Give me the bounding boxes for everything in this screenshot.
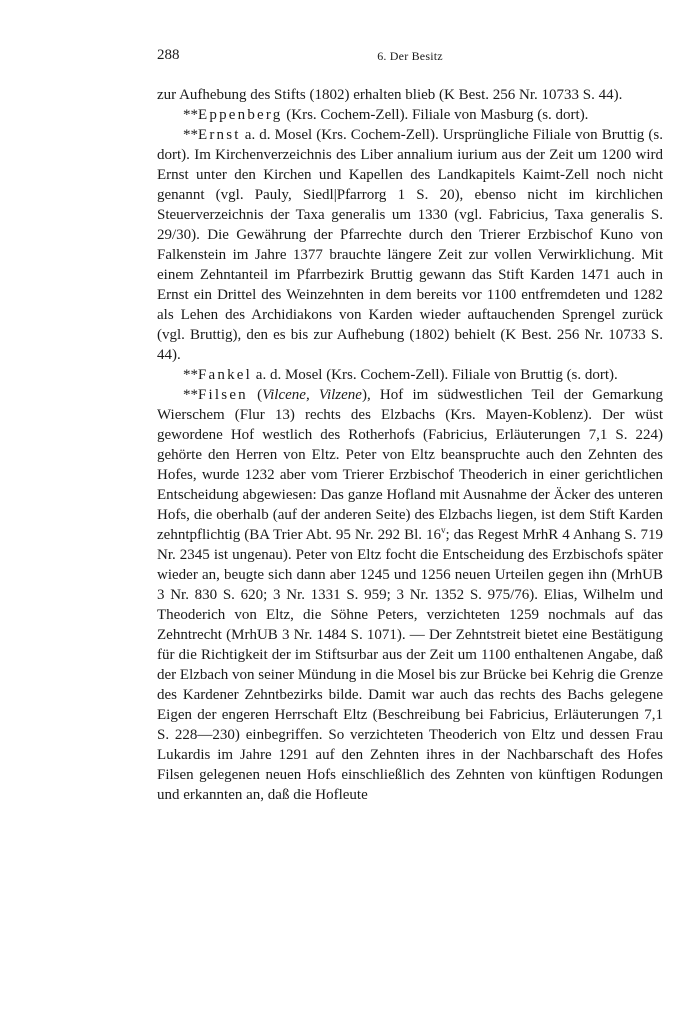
entry-eppenberg bbox=[157, 105, 663, 125]
entry-ernst bbox=[157, 125, 663, 365]
entry-text-continued: ; das Regest MrhR 4 Anhang S. 719 Nr. 2345 ist ungenau). Peter von Eltz focht die Entscheidung des Erzbischofs später wieder an, beugte sich dann aber 1245 und 1256 neuen Urteilen gegen ihn (MrhUB 3 Nr. 830 S. 620; 3 Nr. 1331 S. 959; 3 Nr. 1352 S. 975/76). Elias, Wilhelm und Theoderich von Eltz, die Söhne Peters, verzichteten 1259 nochmals auf das Zehntrecht (MrhUB 3 Nr. 1484 S. 1071). — Der Zehntstreit bietet eine Bestätigung für die Richtigkeit der im Stiftsurbar aus der Zeit um 1100 enthaltenen Angabe, daß der Elzbach von seiner Mündung in die Mosel bis zur Brücke bei Kehrig die Grenze des Kardener Zehntbezirks bilde. Damit war auch das rechts des Bachs gelegene Eigen der engeren Herrschaft Eltz (Beschreibung bei Fabricius, Erläuterungen 7,1 S. 228—230) einbegriffen. So verzichteten Theoderich von Eltz und dessen Frau Lukardis im Jahre 1291 auf den Zehnten ihres in der Nachbarschaft des Hofes Filsen gelegenen neuen Hofs einschließlich des Zehnten von künftigen Rodungen und erkannten an, daß die Hofleute bbox=[157, 527, 663, 803]
entry-text: a. d. Mosel (Krs. Cochem-Zell). Ursprüngliche Filiale von Bruttig (s. dort). Im Kirchenverzeichnis des Liber annalium iurium aus der Zeit um 1200 wird Ernst unter den Kirchen und Kapellen des Landkapitels Kaimt-Zell noch nicht genannt (vgl. Pauly, Siedl|Pfarrorg 1 S. 20), ebenso nicht im kirchlichen Steuerverzeichnis der Taxa generalis um 1330 (vgl. Fabricius, Taxa generalis S. 29/30). Die Gewährung der Pfarrechte durch den Trierer Erzbischof Kuno von Falkenstein im Jahre 1377 brauchte längere Zeit zur vollen Verwirklichung. Mit einem Zehntanteil im Pfarrbezirk Bruttig gewann das Stift Karden 1471 auch in Ernst ein Drittel des Weinzehnten in dem bereits vor 1100 entfremdeten und 1282 als Lehen des Archidiakons von Karden wieder auftauchenden Sprengel zurück (vgl. Bruttig), den es bis zur Aufhebung (1802) behielt (K Best. 256 Nr. 10733 S. 44). bbox=[157, 127, 663, 363]
entry-name: Filsen bbox=[198, 387, 248, 403]
entry-marker: ** bbox=[183, 127, 198, 143]
entry-marker: ** bbox=[183, 387, 198, 403]
folio-verso-superscript: v bbox=[441, 525, 446, 535]
entry-fankel bbox=[157, 365, 663, 385]
entry-name: Ernst bbox=[198, 127, 241, 143]
paragraph-continuation: zur Aufhebung des Stifts (1802) erhalten blieb (K Best. 256 Nr. 10733 S. 44). bbox=[157, 87, 623, 103]
body-text bbox=[157, 85, 663, 805]
entry-marker: ** bbox=[183, 367, 198, 383]
page-header bbox=[157, 47, 663, 71]
entry-marker: ** bbox=[183, 107, 198, 123]
page-number: 288 bbox=[157, 47, 180, 63]
entry-name: Eppenberg bbox=[198, 107, 283, 123]
entry-text: ), Hof im südwestlichen Teil der Gemarkung Wierschem (Flur 13) rechts des Elzbachs (Krs. Mayen-Koblenz). Der wüst gewordene Hof westlich des Rotherhofs (Fabricius, Erläuterungen 7,1 S. 224) gehörte den Herren von Eltz. Peter von Eltz beanspruchte auch den Zehnten des Hofes, wurde 1232 aber vom Trierer Erzbischof Theoderich in einer gerichtlichen Entscheidung abgewiesen: Das ganze Hofland mit Ausnahme der Äcker des unteren Hofs, die oberhalb (auf der anderen Seite) des Elzbachs liegen, ist dem Stift Karden zehntpflichtig (BA Trier Abt. 95 Nr. 292 Bl. 16 bbox=[157, 387, 663, 543]
running-head: 6. Der Besitz bbox=[377, 49, 443, 63]
entry-text: a. d. Mosel (Krs. Cochem-Zell). Filiale von Bruttig (s. dort). bbox=[252, 367, 618, 383]
entry-name: Fankel bbox=[198, 367, 253, 383]
entry-filsen bbox=[157, 385, 663, 805]
entry-variant-names: Vilcene, Vilzene bbox=[262, 387, 362, 403]
entry-text: (Krs. Cochem-Zell). Filiale von Masburg (s. dort). bbox=[282, 107, 589, 123]
entry-text-before-italic: ( bbox=[247, 387, 263, 403]
